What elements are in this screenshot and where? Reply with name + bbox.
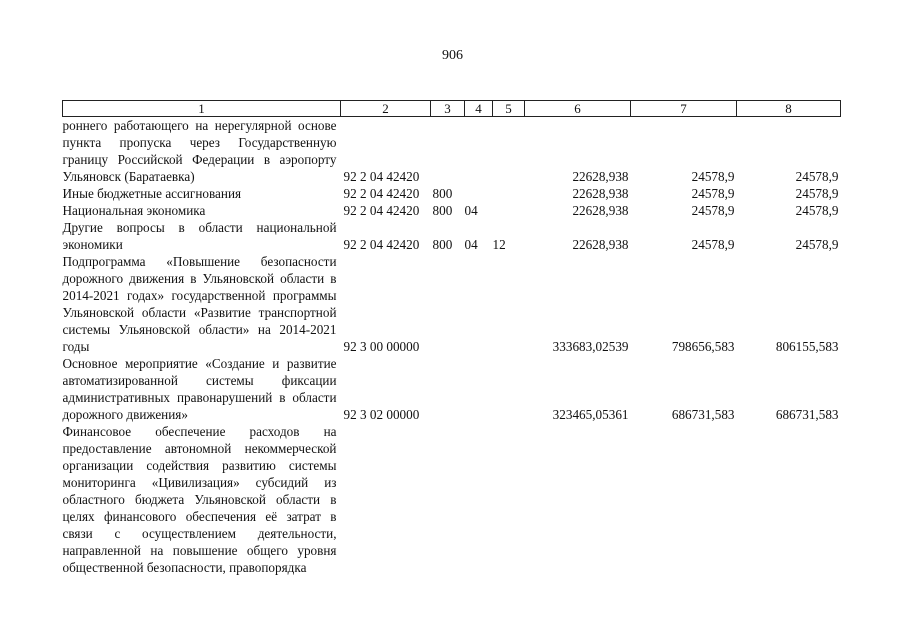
row-rz <box>465 185 493 202</box>
row-vr: 800 <box>432 186 453 201</box>
header-col-7: 7 <box>631 101 737 117</box>
row-amount-2: 686731,583 <box>671 407 735 422</box>
table-row <box>63 185 841 202</box>
row-amount-2: 24578,9 <box>691 203 735 218</box>
row-rz <box>465 253 493 355</box>
table-row <box>63 117 841 186</box>
row-amount-3: 24578,9 <box>795 169 839 184</box>
table-header <box>63 101 841 117</box>
row-code: 92 2 04 42420 <box>343 203 420 218</box>
row-amount-3: 686731,583 <box>775 407 839 422</box>
table-row <box>63 423 841 576</box>
table-row <box>63 202 841 219</box>
row-vr: 800 <box>432 203 453 218</box>
row-amount-2 <box>631 423 737 576</box>
header-col-2: 2 <box>341 101 431 117</box>
row-amount-1 <box>525 423 631 576</box>
row-pr <box>493 423 525 576</box>
row-amount-3: 24578,9 <box>795 186 839 201</box>
table-row <box>63 355 841 423</box>
row-amount-2: 24578,9 <box>691 237 735 252</box>
row-name: Подпрограмма «Повышение безопасности дорожного движения в Ульяновской области в 2014-2021 годах» государственной программы Ульяновской области «Развитие транспортной системы Ульяновской области» на 2014-2021 годы <box>62 254 337 354</box>
row-pr <box>493 117 525 186</box>
header-col-1: 1 <box>63 101 341 117</box>
row-rz <box>465 355 493 423</box>
table-row <box>63 253 841 355</box>
row-pr <box>493 202 525 219</box>
row-amount-1: 22628,938 <box>572 186 629 201</box>
row-amount-2: 798656,583 <box>671 339 735 354</box>
row-amount-1: 22628,938 <box>572 237 629 252</box>
row-name: Иные бюджетные ассигнования <box>62 186 242 201</box>
table-row <box>63 219 841 253</box>
row-amount-3: 806155,583 <box>775 339 839 354</box>
row-amount-1: 22628,938 <box>572 169 629 184</box>
row-amount-3 <box>737 423 841 576</box>
row-name: Другие вопросы в области национальной экономики <box>62 220 337 252</box>
row-amount-2: 24578,9 <box>691 169 735 184</box>
row-vr <box>431 355 465 423</box>
row-pr <box>493 355 525 423</box>
row-code <box>341 423 431 576</box>
row-rz <box>465 423 493 576</box>
row-amount-1: 333683,02539 <box>552 339 629 354</box>
table-body <box>63 117 841 577</box>
header-col-3: 3 <box>431 101 465 117</box>
row-name: Национальная экономика <box>62 203 206 218</box>
row-amount-3: 24578,9 <box>795 237 839 252</box>
row-code: 92 3 00 00000 <box>343 339 420 354</box>
row-amount-1: 22628,938 <box>572 203 629 218</box>
row-name: Основное мероприятие «Создание и развитие автоматизированной системы фиксации административных правонарушений в области дорожного движения» <box>62 356 337 422</box>
row-code: 92 2 04 42420 <box>343 186 420 201</box>
row-vr <box>431 423 465 576</box>
header-col-6: 6 <box>525 101 631 117</box>
row-amount-1: 323465,05361 <box>552 407 629 422</box>
row-code: 92 2 04 42420 <box>343 237 420 252</box>
row-pr: 12 <box>492 237 506 252</box>
budget-table <box>62 100 841 576</box>
header-col-4: 4 <box>465 101 493 117</box>
row-amount-3: 24578,9 <box>795 203 839 218</box>
row-rz: 04 <box>464 203 478 218</box>
row-pr <box>493 185 525 202</box>
row-code: 92 3 02 00000 <box>343 407 420 422</box>
header-col-5: 5 <box>493 101 525 117</box>
row-pr <box>493 253 525 355</box>
row-name: Финансовое обеспечение расходов на предоставление автономной некоммерческой организации содействия развитию системы мониторинга «Цивилизация» субсидий из областного бюджета Ульяновской области в целях финансового обеспечения её затрат в связи с осуществлением деятельности, направленной на повышение общего уровня общественной безопасности, правопорядка <box>62 424 337 575</box>
header-col-8: 8 <box>737 101 841 117</box>
row-rz <box>465 117 493 186</box>
row-vr: 800 <box>432 237 453 252</box>
row-rz: 04 <box>464 237 478 252</box>
row-amount-2: 24578,9 <box>691 186 735 201</box>
page-number: 906 <box>442 48 463 63</box>
row-code: 92 2 04 42420 <box>343 169 420 184</box>
row-vr <box>431 117 465 186</box>
row-name: роннего работающего на нерегулярной основе пункта пропуска через Государственную границу Российской Федерации в аэропорту Ульяновск (Баратаевка) <box>62 118 337 184</box>
row-vr <box>431 253 465 355</box>
